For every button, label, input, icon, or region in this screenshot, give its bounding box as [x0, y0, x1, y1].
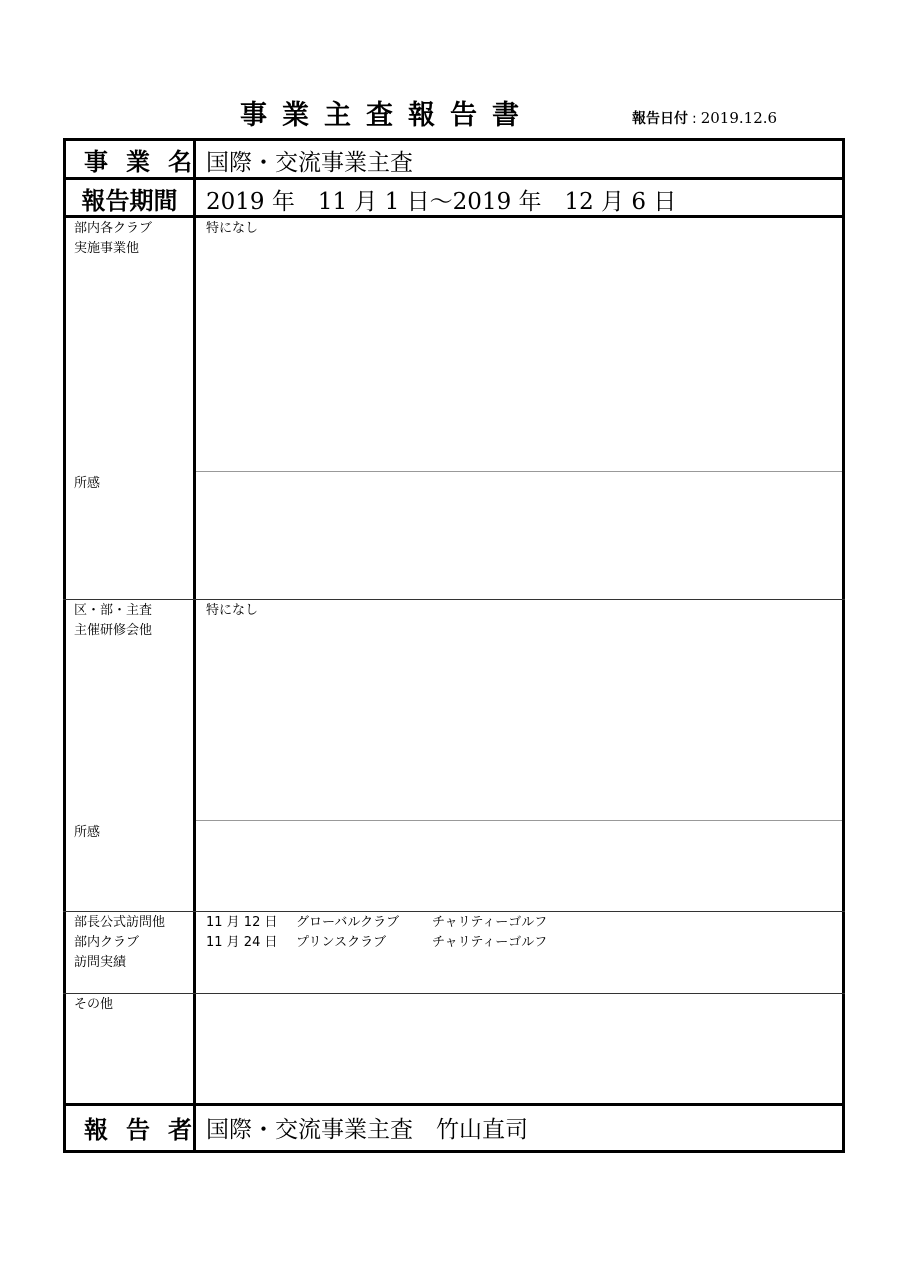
row-divider	[196, 471, 842, 472]
visits-label-line: 訪問実績	[74, 955, 127, 970]
row-divider	[196, 820, 842, 821]
impression-2-label: 所感	[74, 825, 101, 840]
report-date-label: 報告日付	[632, 111, 688, 127]
document-title: 事業主査報告書	[240, 100, 534, 131]
report-period-label: 報告期間	[81, 187, 178, 215]
row-divider	[63, 599, 845, 600]
visits-list	[206, 913, 547, 953]
report-date-separator: :	[692, 111, 697, 127]
report-date	[632, 108, 777, 129]
training-label	[74, 601, 192, 641]
other-label: その他	[74, 997, 114, 1012]
visit-event: チャリティーゴルフ	[432, 915, 548, 930]
visits-label	[74, 913, 192, 973]
training-label-line: 主催研修会他	[74, 623, 153, 638]
report-period-value: 2019 年 11 月 1 日～2019 年 12 月 6 日	[206, 189, 677, 215]
club-events-label-line: 部内各クラブ	[74, 221, 153, 236]
visits-label-line: 部内クラブ	[74, 935, 140, 950]
visits-label-line: 部長公式訪問他	[74, 915, 166, 930]
visit-entry	[206, 913, 547, 933]
row-divider	[63, 911, 845, 912]
visit-entry	[206, 933, 547, 953]
club-events-label-line: 実施事業他	[74, 241, 140, 256]
project-name-label: 事業名	[84, 148, 210, 176]
reporter-value: 国際・交流事業主査 竹山直司	[206, 1117, 528, 1143]
club-events-label	[74, 219, 192, 259]
impression-1-label: 所感	[74, 476, 101, 491]
visit-club: プリンスクラブ	[296, 935, 387, 950]
visit-date: 11 月 24 日	[206, 935, 278, 950]
project-name-value: 国際・交流事業主査	[206, 150, 413, 176]
row-divider	[63, 1103, 845, 1106]
row-divider	[63, 177, 845, 180]
report-date-value: 2019.12.6	[700, 109, 778, 127]
reporter-label: 報告者	[84, 1116, 210, 1144]
row-divider	[63, 993, 845, 994]
visit-event: チャリティーゴルフ	[432, 935, 548, 950]
visit-date: 11 月 12 日	[206, 915, 278, 930]
club-events-value: 特になし	[206, 221, 259, 236]
label-column-divider	[193, 138, 196, 1153]
visit-club: グローバルクラブ	[296, 915, 400, 930]
training-value: 特になし	[206, 603, 259, 618]
training-label-line: 区・部・主査	[74, 603, 153, 618]
